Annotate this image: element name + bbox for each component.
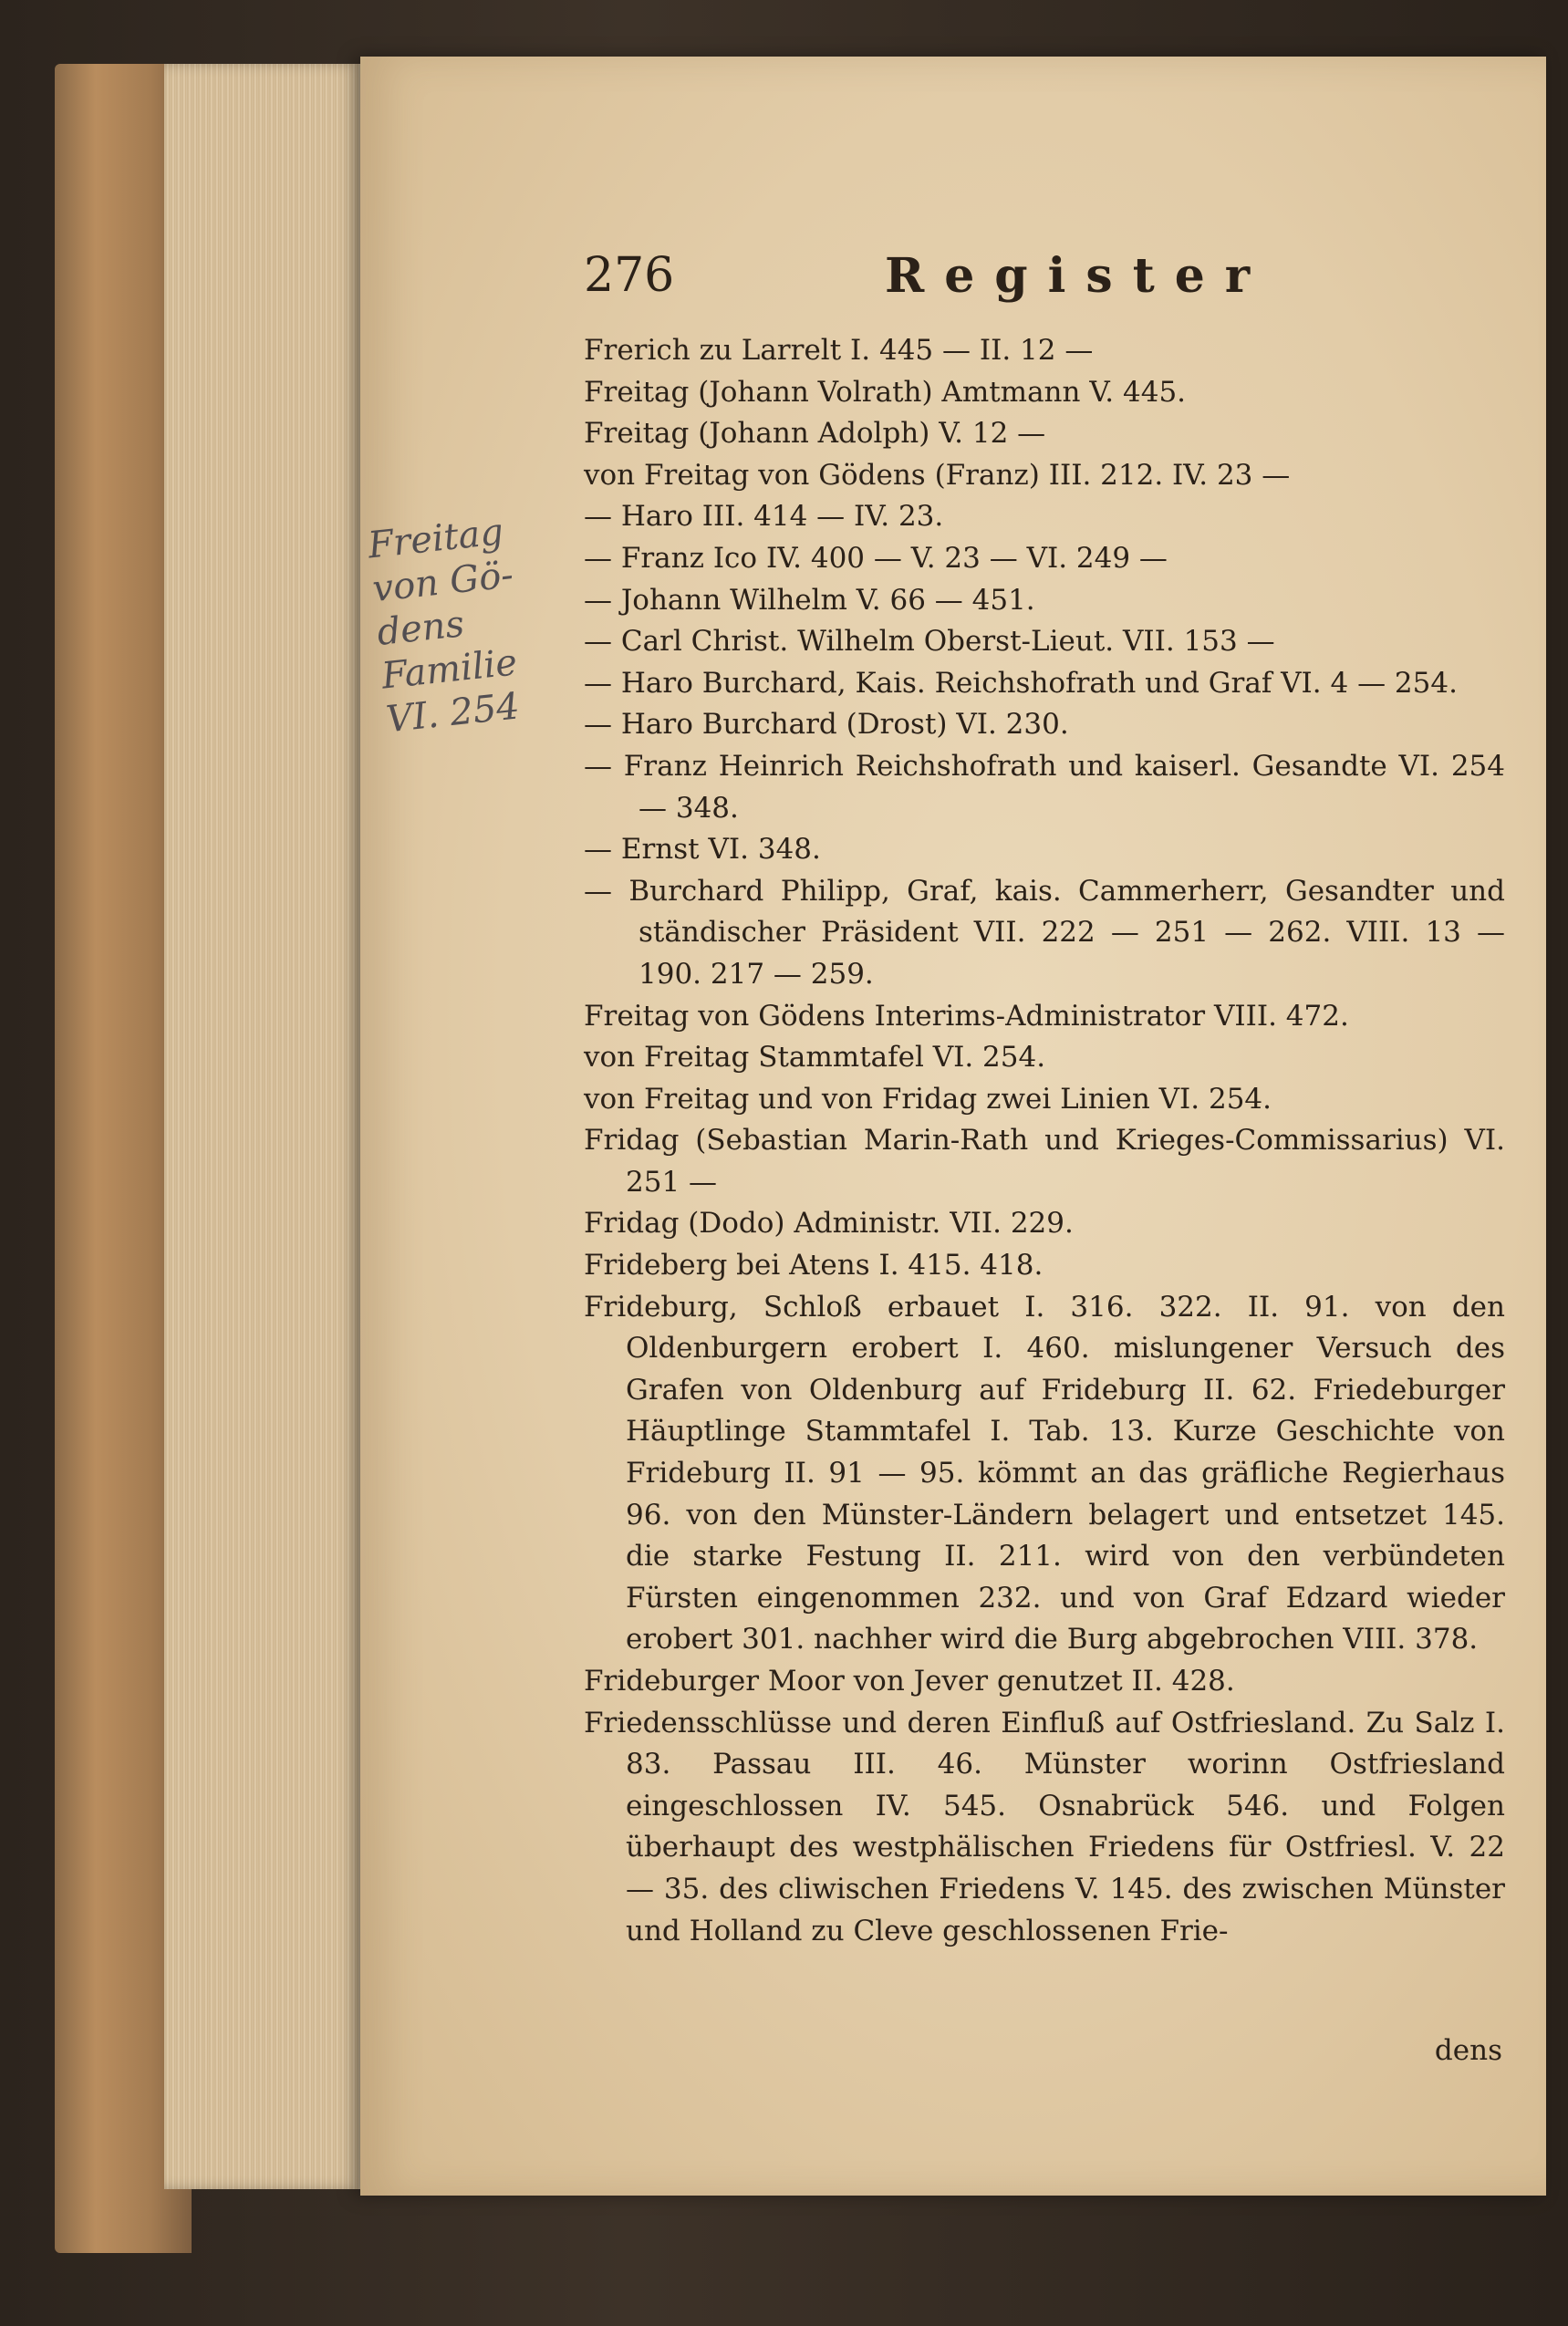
register-entry: Freitag (Johann Adolph) V. 12 — <box>584 417 1046 451</box>
annotation-line: VI. 254 <box>384 685 522 742</box>
register-entry: — Johann Wilhelm V. 66 — 451. <box>584 583 1035 617</box>
register-entry: — Haro Burchard, Kais. Reichshofrath und Graf VI. 4 — 254. <box>584 666 1458 700</box>
register-entry: Frerich zu Larrelt I. 445 — II. 12 — <box>584 334 1094 367</box>
register-entry: — Franz Heinrich Reichshofrath und kaiserl. Gesandte VI. 254 — 348. <box>584 749 1505 825</box>
annotation-line: Freitag <box>366 511 506 567</box>
page-edges <box>164 64 365 2189</box>
register-entry: Frideberg bei Atens I. 415. 418. <box>584 1249 1044 1282</box>
register-entry: — Burchard Philipp, Graf, kais. Cammerherr, Gesandter und ständischer Präsident VII. 222 — 251 — 262. VIII. 13 — 190. 217 — 259. <box>584 874 1505 991</box>
register-entry: — Carl Christ. Wilhelm Oberst-Lieut. VII. 153 — <box>584 625 1275 659</box>
annotation-line: Familie <box>379 641 520 698</box>
running-title: Register <box>885 248 1271 304</box>
book-page <box>360 57 1546 2196</box>
annotation-line: von Gö- <box>370 554 515 611</box>
register-entry: Frideburger Moor von Jever genutzet II. 428. <box>584 1665 1235 1698</box>
annotation-line: dens <box>375 603 467 654</box>
register-entry: — Franz Ico IV. 400 — V. 23 — VI. 249 — <box>584 541 1168 575</box>
register-entry: — Ernst VI. 348. <box>584 833 821 867</box>
register-entry: Friedensschlüsse und deren Einfluß auf Ostfriesland. Zu Salz I. 83. Passau III. 46. Münster worinn Ostfriesland eingeschlossen IV. 545. Osnabrück 546. und Folgen überhaupt des westphälischen Friedens für Ostfriesl. V. 22 — 35. des cliwischen Friedens V. 145. des zwischen Münster und Holland zu Cleve geschlossenen Frie- <box>584 1706 1505 1947</box>
register-entry: — Haro III. 414 — IV. 23. <box>584 500 944 534</box>
register-entries <box>584 330 1505 1952</box>
register-entry: — Haro Burchard (Drost) VI. 230. <box>584 708 1069 742</box>
register-entry: von Freitag von Gödens (Franz) III. 212. IV. 23 — <box>584 458 1291 492</box>
register-entry: von Freitag und von Fridag zwei Linien VI. 254. <box>584 1082 1272 1116</box>
register-entry: Fridag (Sebastian Marin-Rath und Krieges-Commissarius) VI. 251 — <box>584 1124 1505 1199</box>
register-entry: Fridag (Dodo) Administr. VII. 229. <box>584 1207 1074 1241</box>
register-entry: Freitag (Johann Volrath) Amtmann V. 445. <box>584 375 1187 409</box>
handwritten-annotation <box>366 503 597 742</box>
catchword: dens <box>1434 2034 1502 2067</box>
register-entry: Freitag von Gödens Interims-Administrator VIII. 472. <box>584 999 1349 1033</box>
register-entry: von Freitag Stammtafel VI. 254. <box>584 1041 1046 1075</box>
register-entry: Frideburg, Schloß erbauet I. 316. 322. II. 91. von den Oldenburgern erobert I. 460. mislungener Versuch des Grafen von Oldenburg auf Frideburg II. 62. Friedeburger Häuptlinge Stammtafel I. Tab. 13. Kurze Geschichte von Frideburg II. 91 — 95. kömmt an das gräfliche Regierhaus 96. von den Münster-Ländern belagert und entsetzet 145. die starke Festung II. 211. wird von den verbündeten Fürsten eingenommen 232. und von Graf Edzard wieder erobert 301. nachher wird die Burg abgebrochen VIII. 378. <box>584 1290 1505 1656</box>
page-number: 276 <box>584 248 675 303</box>
